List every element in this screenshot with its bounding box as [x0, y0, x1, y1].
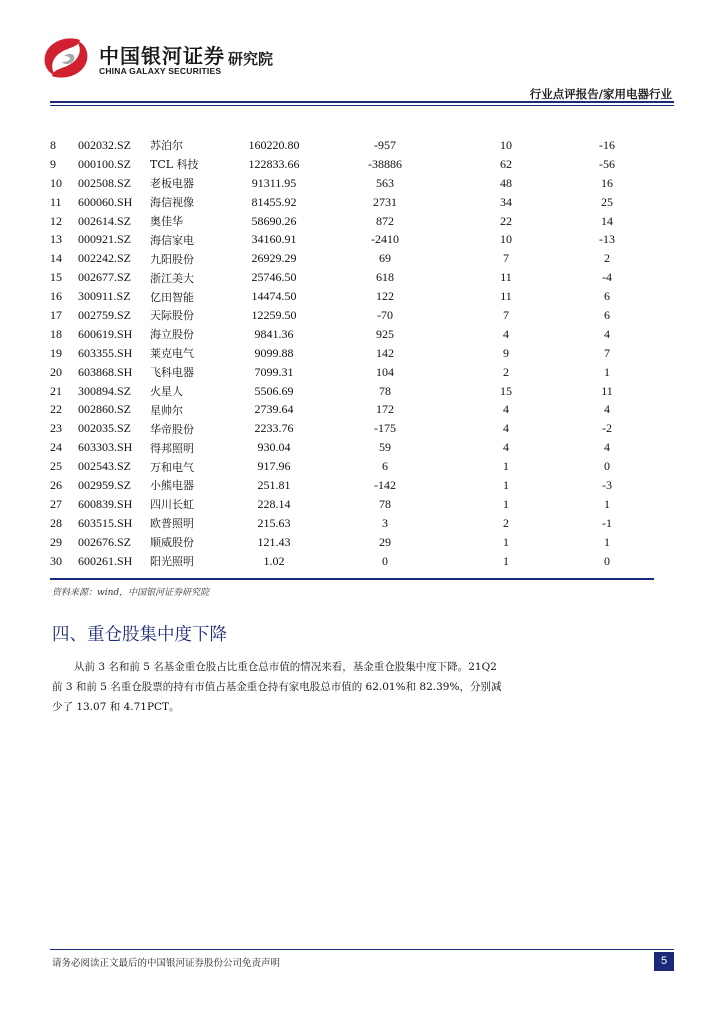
- row-number-cell: 10: [50, 175, 62, 190]
- row-number-cell: 28: [50, 515, 62, 530]
- fund-count-change-cell: -56: [599, 156, 615, 171]
- stock-name-cell: 海信视像: [150, 196, 194, 210]
- table-row: [50, 249, 654, 268]
- fund-count-cell: 10: [500, 232, 512, 247]
- stock-name-cell: 海信家电: [150, 233, 194, 247]
- value-change-cell: -142: [374, 477, 396, 492]
- row-number-cell: 26: [50, 477, 62, 492]
- fund-count-cell: 11: [500, 289, 512, 304]
- report-type: 行业点评报告/家用电器行业: [529, 87, 672, 101]
- fund-count-change-cell: 1: [604, 364, 610, 379]
- table-row: [50, 325, 654, 344]
- row-number-cell: 21: [50, 383, 62, 398]
- fund-count-change-cell: -16: [599, 137, 615, 152]
- value-change-cell: 872: [376, 213, 394, 228]
- fund-count-change-cell: -3: [602, 477, 612, 492]
- stock-code-cell: 600261.SH: [78, 553, 133, 568]
- stock-name-cell: 欧普照明: [150, 517, 194, 531]
- fund-count-change-cell: 6: [604, 289, 610, 304]
- holding-value-cell: 14474.50: [251, 289, 297, 304]
- stock-name-cell: 莱克电气: [150, 347, 194, 361]
- fund-count-change-cell: 4: [604, 440, 610, 455]
- row-number-cell: 29: [50, 534, 62, 549]
- stock-code-cell: 600619.SH: [78, 326, 133, 341]
- holding-value-cell: 34160.91: [251, 232, 297, 247]
- stock-name-cell: 亿田智能: [150, 290, 194, 304]
- row-number-cell: 17: [50, 307, 62, 322]
- row-number-cell: 22: [50, 402, 62, 417]
- row-number-cell: 25: [50, 459, 62, 474]
- stock-name-cell: 火星人: [150, 385, 183, 399]
- stock-code-cell: 002032.SZ: [78, 137, 132, 152]
- fund-count-change-cell: 6: [604, 307, 610, 322]
- fund-count-cell: 11: [500, 270, 512, 285]
- fund-count-change-cell: 11: [601, 383, 613, 398]
- fund-count-change-cell: 14: [601, 213, 613, 228]
- holding-value-cell: 91311.95: [251, 175, 297, 190]
- holding-value-cell: 121.43: [257, 534, 291, 549]
- stock-code-cell: 002614.SZ: [78, 213, 132, 228]
- holding-value-cell: 12259.50: [251, 307, 297, 322]
- row-number-cell: 19: [50, 345, 62, 360]
- holding-value-cell: 122833.66: [248, 156, 300, 171]
- stock-name-cell: 老板电器: [150, 177, 194, 191]
- row-number-cell: 14: [50, 251, 62, 266]
- paragraph-line: 少了 13.07 和 4.71PCT。: [52, 701, 180, 713]
- stock-code-cell: 603303.SH: [78, 440, 133, 455]
- table-row: [50, 363, 654, 382]
- fund-count-change-cell: -1: [602, 515, 612, 530]
- fund-count-change-cell: -4: [602, 270, 612, 285]
- stock-code-cell: 002676.SZ: [78, 534, 132, 549]
- value-change-cell: -38886: [368, 156, 402, 171]
- stock-code-cell: 002759.SZ: [78, 307, 132, 322]
- row-number-cell: 27: [50, 496, 62, 511]
- brand-name-en: CHINA GALAXY SECURITIES: [99, 66, 222, 76]
- fund-count-change-cell: -13: [599, 232, 615, 247]
- holding-value-cell: 5506.69: [254, 383, 294, 398]
- stock-name-cell: 顺威股份: [150, 536, 194, 550]
- holding-value-cell: 2233.76: [254, 421, 294, 436]
- stock-code-cell: 002035.SZ: [78, 421, 132, 436]
- row-number-cell: 12: [50, 213, 62, 228]
- stock-name-cell: TCL 科技: [150, 158, 199, 172]
- table-row: [50, 268, 654, 287]
- holding-value-cell: 930.04: [257, 440, 291, 455]
- stock-code-cell: 002508.SZ: [78, 175, 132, 190]
- row-number-cell: 23: [50, 421, 62, 436]
- stock-name-cell: 奥佳华: [150, 215, 183, 228]
- stock-name-cell: 万和电气: [150, 460, 194, 474]
- row-number-cell: 30: [50, 553, 62, 568]
- row-number-cell: 24: [50, 440, 62, 455]
- fund-count-change-cell: 2: [604, 251, 610, 266]
- fund-count-cell: 7: [503, 251, 509, 266]
- stock-code-cell: 600839.SH: [78, 496, 133, 511]
- row-number-cell: 16: [50, 289, 62, 304]
- fund-count-cell: 1: [503, 477, 509, 492]
- fund-count-cell: 2: [503, 515, 509, 530]
- value-change-cell: -175: [374, 421, 396, 436]
- paragraph-line: 从前 3 名和前 5 名基金重仓股占比重仓总市值的情况来看，基金重仓股集中度下降。21Q2: [74, 661, 497, 673]
- stock-code-cell: 300911.SZ: [78, 289, 131, 304]
- stock-code-cell: 000100.SZ: [78, 156, 132, 171]
- fund-count-change-cell: 4: [604, 402, 610, 417]
- page-number: 5: [654, 952, 674, 971]
- table-row: [50, 174, 654, 193]
- stock-code-cell: 002860.SZ: [78, 402, 132, 417]
- row-number-cell: 20: [50, 364, 62, 379]
- holding-value-cell: 9841.36: [254, 326, 294, 341]
- value-change-cell: 2731: [373, 194, 397, 209]
- fund-count-cell: 4: [503, 440, 509, 455]
- stock-code-cell: 002242.SZ: [78, 251, 132, 266]
- fund-count-change-cell: 16: [601, 175, 613, 190]
- table-row: [50, 476, 654, 495]
- fund-count-cell: 9: [503, 345, 509, 360]
- stock-name-cell: 苏泊尔: [150, 139, 183, 153]
- holding-value-cell: 228.14: [257, 496, 291, 511]
- fund-count-change-cell: 0: [604, 459, 610, 474]
- value-change-cell: 618: [376, 270, 394, 285]
- footer-disclaimer: 请务必阅读正文最后的中国银河证券股份公司免责声明: [52, 958, 281, 969]
- table-row: [50, 193, 654, 212]
- stock-name-cell: 浙江美大: [150, 271, 194, 285]
- fund-count-cell: 1: [503, 496, 509, 511]
- stock-name-cell: 九阳股份: [150, 252, 194, 266]
- row-number-cell: 9: [50, 156, 56, 171]
- value-change-cell: -2410: [371, 232, 399, 247]
- fund-count-change-cell: -2: [602, 421, 612, 436]
- fund-count-cell: 7: [503, 307, 509, 322]
- fund-count-cell: 15: [500, 383, 512, 398]
- holdings-table: [50, 136, 654, 570]
- table-row: [50, 287, 654, 306]
- stock-code-cell: 603355.SH: [78, 345, 133, 360]
- row-number-cell: 11: [50, 194, 62, 209]
- value-change-cell: 29: [379, 534, 391, 549]
- fund-count-cell: 62: [500, 156, 512, 171]
- value-change-cell: -70: [377, 307, 393, 322]
- value-change-cell: 122: [376, 289, 394, 304]
- stock-name-cell: 华帝股份: [150, 422, 194, 436]
- value-change-cell: 0: [382, 553, 388, 568]
- holding-value-cell: 58690.26: [251, 213, 297, 228]
- holdings-table-body: [50, 136, 654, 570]
- holding-value-cell: 160220.80: [248, 137, 300, 152]
- stock-code-cell: 002959.SZ: [78, 477, 132, 492]
- stock-code-cell: 603515.SH: [78, 515, 133, 530]
- table-row: [50, 400, 654, 419]
- table-row: [50, 212, 654, 231]
- stock-code-cell: 300894.SZ: [78, 383, 132, 398]
- fund-count-cell: 48: [500, 175, 512, 190]
- fund-count-cell: 10: [500, 137, 512, 152]
- row-number-cell: 15: [50, 270, 62, 285]
- table-row: [50, 382, 654, 401]
- value-change-cell: 69: [379, 251, 391, 266]
- table-row: [50, 155, 654, 174]
- value-change-cell: 142: [376, 345, 394, 360]
- holding-value-cell: 2739.64: [254, 402, 294, 417]
- fund-count-cell: 22: [500, 213, 512, 228]
- holding-value-cell: 215.63: [257, 515, 291, 530]
- table-row: [50, 136, 654, 155]
- stock-code-cell: 000921.SZ: [78, 232, 132, 247]
- fund-count-cell: 1: [503, 534, 509, 549]
- fund-count-change-cell: 0: [604, 553, 610, 568]
- row-number-cell: 13: [50, 232, 62, 247]
- table-row: [50, 514, 654, 533]
- stock-name-cell: 星帅尔: [150, 403, 183, 417]
- footer-rule: [50, 949, 674, 950]
- table-bottom-rule: [50, 578, 654, 580]
- table-row: [50, 230, 654, 249]
- stock-name-cell: 天际股份: [150, 309, 194, 323]
- value-change-cell: -957: [374, 137, 396, 152]
- table-row: [50, 495, 654, 514]
- value-change-cell: 59: [379, 440, 391, 455]
- fund-count-cell: 4: [503, 326, 509, 341]
- value-change-cell: 104: [376, 364, 394, 379]
- holding-value-cell: 251.81: [257, 477, 291, 492]
- fund-count-cell: 34: [500, 194, 512, 209]
- row-number-cell: 8: [50, 137, 56, 152]
- holding-value-cell: 9099.88: [254, 345, 294, 360]
- section-title: 四、重仓股集中度下降: [52, 625, 227, 645]
- fund-count-cell: 4: [503, 402, 509, 417]
- fund-count-cell: 2: [503, 364, 509, 379]
- stock-code-cell: 002543.SZ: [78, 459, 132, 474]
- table-row: [50, 457, 654, 476]
- fund-count-change-cell: 25: [601, 194, 613, 209]
- stock-name-cell: 飞科电器: [150, 366, 194, 380]
- stock-name-cell: 四川长虹: [150, 498, 194, 512]
- holding-value-cell: 7099.31: [254, 364, 294, 379]
- holding-value-cell: 917.96: [257, 459, 291, 474]
- value-change-cell: 78: [379, 383, 391, 398]
- section-paragraph: [52, 657, 642, 717]
- holding-value-cell: 26929.29: [251, 251, 297, 266]
- value-change-cell: 925: [376, 326, 394, 341]
- stock-code-cell: 002677.SZ: [78, 270, 132, 285]
- fund-count-cell: 1: [503, 553, 509, 568]
- header-rule-thin: [50, 105, 674, 106]
- fund-count-cell: 1: [503, 459, 509, 474]
- stock-name-cell: 海立股份: [150, 328, 194, 342]
- holding-value-cell: 25746.50: [251, 270, 297, 285]
- value-change-cell: 6: [382, 459, 388, 474]
- paragraph-line: 前 3 和前 5 名重仓股票的持有市值占基金重仓持有家电股总市值的 62.01%和 82.39%，分别减: [52, 681, 502, 693]
- value-change-cell: 78: [379, 496, 391, 511]
- source-note: 资料来源：wind，中国银河证券研究院: [52, 588, 210, 598]
- row-number-cell: 18: [50, 326, 62, 341]
- brand-institute: 研究院: [228, 50, 274, 68]
- table-row: [50, 344, 654, 363]
- fund-count-change-cell: 4: [604, 326, 610, 341]
- stock-code-cell: 603868.SH: [78, 364, 133, 379]
- stock-name-cell: 阳光照明: [150, 555, 194, 569]
- table-row: [50, 533, 654, 552]
- table-row: [50, 419, 654, 438]
- fund-count-change-cell: 1: [604, 496, 610, 511]
- fund-count-change-cell: 7: [604, 345, 610, 360]
- table-row: [50, 552, 654, 571]
- stock-name-cell: 得邦照明: [150, 441, 194, 455]
- holding-value-cell: 81455.92: [251, 194, 297, 209]
- header-rule: [50, 101, 674, 103]
- value-change-cell: 3: [382, 515, 388, 530]
- stock-name-cell: 小熊电器: [150, 479, 194, 493]
- value-change-cell: 563: [376, 175, 394, 190]
- galaxy-logo-icon: [40, 34, 92, 82]
- fund-count-cell: 4: [503, 421, 509, 436]
- holding-value-cell: 1.02: [263, 553, 285, 568]
- table-row: [50, 438, 654, 457]
- brand-name-cn: 中国银河证券: [99, 44, 225, 68]
- table-row: [50, 306, 654, 325]
- value-change-cell: 172: [376, 402, 394, 417]
- stock-code-cell: 600060.SH: [78, 194, 133, 209]
- fund-count-change-cell: 1: [604, 534, 610, 549]
